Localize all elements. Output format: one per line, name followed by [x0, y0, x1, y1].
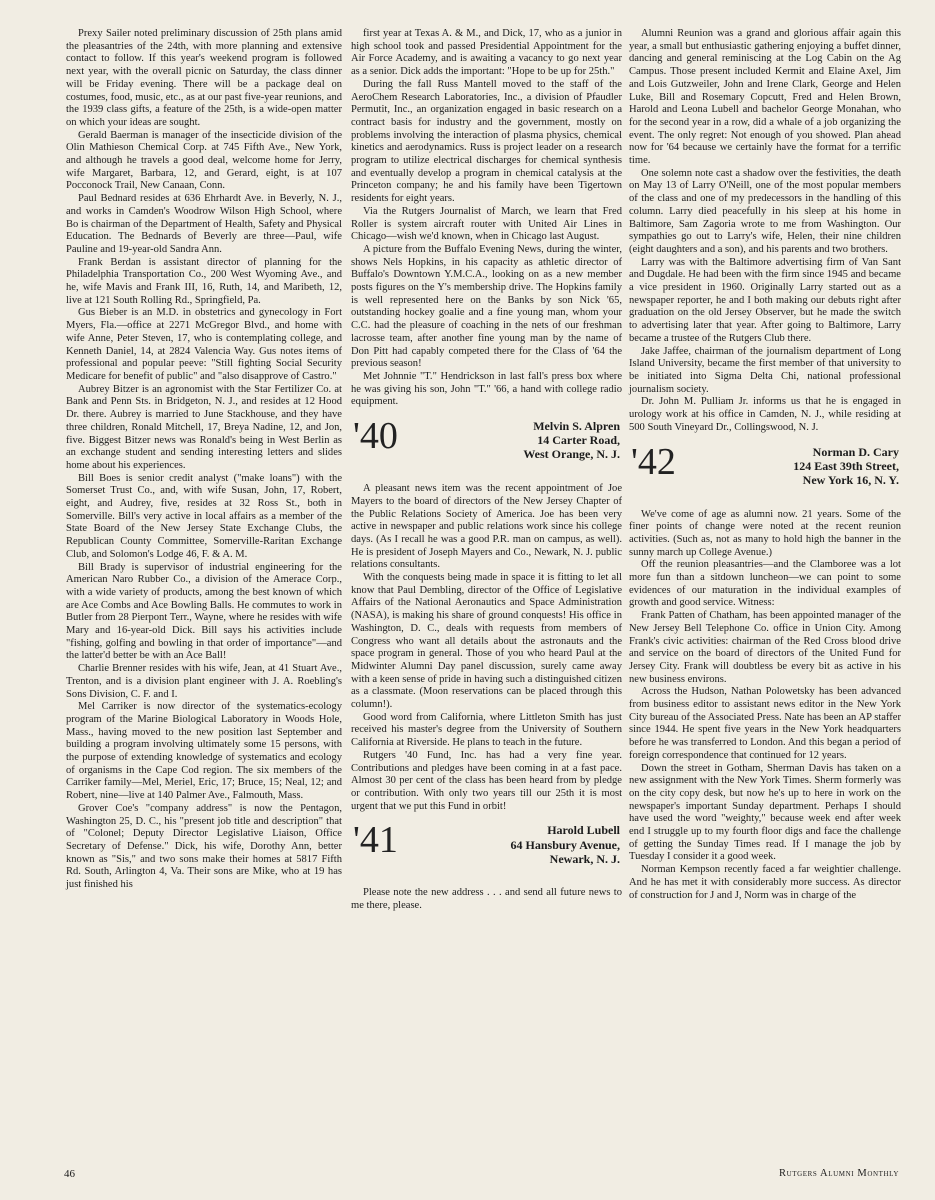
paragraph: During the fall Russ Mantell moved to the staff of the AeroChem Research Laboratories, Inc., a division of Pfaudler Permutit, Inc., an organization engaged in basic research on a contract basis for industry and the government, mostly on problems involving the interaction of plasma physics, chemical kinetics and aerodynamics. Russ is project leader on a research program to utilize electrical discharges for chemical synthesis and eventually develop a program in chemical catalysis at the Princeton company; he and his family have been Tigertown residents for eight years. — [351, 78, 622, 205]
correspondent-name: Norman D. Cary — [812, 444, 899, 459]
paragraph: Aubrey Bitzer is an agronomist with the Star Fertilizer Co. at Bank and Penn Sts. in Bridgeton, N. J., and resides at 12 Hood Dr. there. Aubrey is married to June Stackhouse, and they have three children, Ronald Mitchell, 17, Breya Nadine, 12, and Jon, five. Biggest Bitzer news was Ronald's being in West Berlin as an exchange student and sending interesting letters and slides home about his experiences. — [66, 383, 342, 471]
correspondent-city: Newark, N. J. — [549, 851, 620, 866]
correspondent-city: West Orange, N. J. — [523, 447, 620, 462]
paragraph: Paul Bednard resides at 636 Ehrhardt Ave. in Beverly, N. J., and works in Camden's Woodrow Wilson High School, where Bo is chairman of the Department of Health, Safety and Physical Education. The Bednards of Beverly are three—Paul, wife Pauline and 19-year-old Sandra Ann. — [66, 193, 342, 255]
paragraph-list — [629, 28, 901, 435]
paragraph: first year at Texas A. & M., and Dick, 17, who as a junior in high school took and passed Presidential Appointment for the Air Force Academy, and is awaiting a vacancy to go next year as a senior. Dick adds the important: "Hope to be up for 25th." — [351, 28, 622, 78]
paragraph: Met Johnnie "T." Hendrickson in last fall's press box where he was giving his son, John "T." '66, a hand with college radio equipment. — [351, 370, 622, 408]
paragraph: Off the reunion pleasantries—and the Clamboree was a lot more fun than a sitdown luncheon—we can point to some evidences of our maturation in the individual examples of growth and good service. Witness: — [629, 559, 901, 609]
paragraph: Norman Kempson recently faced a far weightier challenge. And he has met it with considerably more success. As director of construction for J and J, Norm was in charge of the — [629, 864, 901, 901]
class-year: '40 — [353, 415, 398, 458]
correspondent-street: 124 East 39th Street, — [793, 458, 899, 473]
correspondent-name: Harold Lubell — [547, 823, 620, 838]
paragraph: Gerald Baerman is manager of the insecticide division of the Olin Mathieson Chemical Corp. at 745 Fifth Ave., New York, and although he travels a good deal, welcome home for Jerry, wife Margaret, Barbara, 12, and Gerard, eight, is at 107 Pocconock Trail, New Canaan, Conn. — [66, 129, 342, 192]
class-1942-header — [629, 439, 901, 507]
paragraph: A picture from the Buffalo Evening News, during the winter, shows Nels Hopkins, in his capacity as athletic director of Buffalo's Downtown Y.M.C.A., looking on as a new member posts figures on the Y's membership drive. The Hopkins family is well represented here on the Banks by son Nick '65, outstanding hockey goalie and a fine young man, whom your C.C. had the pleasure of coaching in the nets of our freshman lacrosse team, after another fine young man by the name of Don Pitt had capably competed there for the Class of '64 the previous season! — [351, 243, 622, 370]
paragraph: Alumni Reunion was a grand and glorious affair again this year, a small but enthusiastic gathering enjoying a buffet dinner, dancing and general reminiscing at the Log Cabin on the Ag Campus. Those present included Kermit and Elaine Axel, Jim and Lois Gutzweiler, John and Irene Clark, George and Helen Luke, Bill and Rosemary Copcutt, Fred and Helen Brown, Harold and Leona Lubell and bachelor George Monahan, who for the second year in a row, did a whale of a job organizing the event. The only regret: Not enough of you showed. Plan ahead now for '64 because we certainly have the format for a terrific time. — [629, 28, 901, 167]
paragraph: Jake Jaffee, chairman of the journalism department of Long Island University, became the first member of that university to be initiated into Sigma Delta Chi, national professional journalism society. — [629, 345, 901, 395]
paragraph-list — [351, 887, 622, 912]
paragraph-list — [351, 28, 622, 409]
column-1 — [66, 28, 342, 892]
correspondent-street: 64 Hansbury Avenue, — [510, 837, 620, 852]
correspondent-street: 14 Carter Road, — [537, 433, 620, 448]
paragraph: Larry was with the Baltimore advertising firm of Van Sant and Dugdale. He had been with the firm since 1945 and became a vice president in 1960. Originally Larry started out as a newspaper reporter, he and I both making our debuts right after graduation on the old Jersey Observer, but he made the switch to advertising later that year. After going to Baltimore, Larry became a trustee of the Rutgers Club there. — [629, 256, 901, 344]
paragraph-list — [66, 28, 342, 892]
paragraph: With the conquests being made in space it is fitting to let all know that Paul Dembling, director of the Office of Legislative Affairs of the National Aeronautics and Space Administration (NASA), is making his share of ground conquests! His office in Washington, D. C., deals with requests from members of Congress who want all details about the astronauts and the space program in general. Those of you who heard Paul at the Midwinter Alumni Day panel discussion, surely came away with a keen sense of pride in having such a distinguished citizen as a classmate. (Moon reservations can be placed through this column!). — [351, 572, 622, 711]
column-3 — [629, 28, 901, 902]
class-correspondent — [523, 419, 620, 461]
paragraph: Charlie Brenner resides with his wife, Jean, at 41 Stuart Ave., Trenton, and is a division plant engineer with J. A. Roebling's Sons Division, C. F. and I. — [66, 663, 342, 700]
paragraph: Mel Carriker is now director of the systematics-ecology program of the Marine Biological Laboratory in Woods Hole, Mass., having moved to the new position last September and building a program involving ultimately some 15 persons, with the purpose of extending knowledge of systematics and ecology of organisms in the Cape Cod region. The six members of the Carriker family—Mel, Meriel, Eric, 17; Bruce, 15; Neal, 12; and Robert, nine—live at 140 Palmer Ave., Falmouth, Mass. — [66, 701, 342, 802]
paragraph: Rutgers '40 Fund, Inc. has had a very fine year. Contributions and pledges have been coming in at a fast pace. Almost 30 per cent of the class has been heard from by pledge or contribution. With only two years till our 25th it is most urgent that we put this Fund in orbit! — [351, 749, 622, 812]
class-1941-header — [351, 817, 622, 885]
paragraph: Grover Coe's "company address" is now the Pentagon, Washington 25, D. C., his "present job title and description" that of "Colonel; Deputy Director Legislative Liaison, Office Secretary of Defense." Dick, his wife, Dorothy Ann, better known as "Sis," and two sons make their homes at 5817 Fifth Rd. South, Arlington 4, Va. Their sons are Mike, who at 19 has just finished his — [66, 802, 342, 891]
class-correspondent — [793, 445, 899, 487]
paragraph: Prexy Sailer noted preliminary discussion of 25th plans amid the pleasantries of the 24th, with more planning and extensive contact to follow. If this year's weekend program is followed next year, with the overall picnic on Saturday, the class dinner will be Friday evening. There will be a package deal on costumes, food, music, etc., as at our past five-year reunions, and the 1939 class gifts, a feature of the 25th, is a wide-open matter on which your ideas are sought. — [66, 28, 342, 128]
correspondent-name: Melvin S. Alpren — [533, 419, 620, 434]
paragraph: Gus Bieber is an M.D. in obstetrics and gynecology in Fort Myers, Fla.—office at 2271 McGregor Blvd., and home with wife Anne, Peter Steven, 17, who is contemplating college, and Kenneth Daniel, 14, at 2824 Valencia Way. Gus notes items of professional and popular peeve: "Still fighting Social Security Medicare for benefit of public" and "also disapprove of Castro." — [66, 307, 342, 382]
publication-title: Rutgers Alumni Monthly — [778, 1168, 899, 1179]
paragraph: We've come of age as alumni now. 21 years. Some of the finer points of change were noted at the recent reunion activities. (Such as, not as many to hold high the banner in the sunny march up College Avenue.) — [629, 508, 901, 558]
page-number: 46 — [64, 1168, 75, 1180]
paragraph: A pleasant news item was the recent appointment of Joe Mayers to the board of directors of the New Jersey Chapter of the Public Relations Society of America. Joe has been very active in newspaper and public relations work since his college days. (As I recall he was a good P.R. man on campus, as well). He is president of Joseph Mayers and Co., Newark, N. J. public relations consultants. — [351, 483, 622, 571]
paragraph: Down the street in Gotham, Sherman Davis has taken on a new assignment with the New York Times. Sherm formerly was on the city copy desk, but now he's up to here in work on the newspaper's important Sunday department. Perhaps I should have used the word "weighty," because week end after week end I struggle up to my fourth floor digs and face the challenge of getting the Sunday Times read. If I manage the job by Tuesday I consider it a good week. — [629, 762, 901, 863]
paragraph-list — [629, 509, 901, 903]
paragraph: One solemn note cast a shadow over the festivities, the death on May 13 of Larry O'Neill, one of the most popular members of the class and one of my predecessors in the handling of this column. Larry died peacefully in his sleep at his home in Baltimore, Sam Zagoria wrote to me from Washington. Our sympathies go out to Larry's wife, Helen, their nine children (eight daughters and a son), and his parents and two brothers. — [629, 167, 901, 255]
class-1940-header — [351, 413, 622, 481]
correspondent-city: New York 16, N. Y. — [802, 472, 899, 487]
paragraph: Across the Hudson, Nathan Polowetsky has been advanced from business editor to assistant news editor in the New York City bureau of the Associated Press. Nate has been an AP staffer since 1944. He spent five years in the New York headquarters before he was transferred to London. And this began a period of foreign correspondence that continued for 12 years. — [629, 686, 901, 761]
paragraph: Please note the new address . . . and send all future news to me there, please. — [351, 887, 622, 912]
column-2 — [351, 28, 622, 913]
class-year: '42 — [631, 440, 676, 483]
paragraph: Bill Brady is supervisor of industrial engineering for the American Naro Rubber Co., a division of the Amerace Corp., with a wide variety of products, among the best known of which are Ace Combs and Ace Bowling Balls. He commutes to work in Butler from 28 Pierpont Terr., Wayne, where he resides with wife Mary and 16-year-old Dick. Bill says his activities include "fishing, golfing and bowling in that order of importance"—and the latter'd better be with an Ace Ball! — [66, 561, 342, 662]
paragraph: Dr. John M. Pulliam Jr. informs us that he is engaged in urology work at his office in Camden, N. J., while residing at 500 South Vineyard Dr., Collingswood, N. J. — [629, 396, 901, 433]
paragraph: Good word from California, where Littleton Smith has just received his master's degree from the University of Southern California at Riverside. He plans to teach in the future. — [351, 711, 622, 749]
paragraph-list — [351, 483, 622, 813]
class-year: '41 — [353, 819, 398, 862]
paragraph: Frank Berdan is assistant director of planning for the Philadelphia Transportation Co., 200 West Wyoming Ave., and he, wife Mavis and Frank III, 16, Ruth, 14, and Maribeth, 12, live at 121 South Rolling Rd., Springfield, Pa. — [66, 256, 342, 306]
paragraph: Frank Patten of Chatham, has been appointed manager of the New Jersey Bell Telephone Co. office in Union City. Among Frank's civic activities: chairman of the Red Cross blood drive and service on the board of directors of the United Fund for Jersey City. Frank will doubtless be every bit as active in his new business environs. — [629, 610, 901, 685]
paragraph: Via the Rutgers Journalist of March, we learn that Fred Roller is system aircraft router with United Air Lines in Chicago—wish we'd known, when in Chicago last August. — [351, 205, 622, 243]
paragraph: Bill Boes is senior credit analyst ("make loans") with the Somerset Trust Co., and, with wife Susan, John, 17, Robert, eight, and Audrey, five, resides at 32 Ross St., both in Somerville. Bill's very active in local affairs as a member of the State Board of the New Jersey State Exchange Clubs, the Republican County Committee, Somerville-Raritan Exchange Club, and Solomon's Lodge 46, F. & A. M. — [66, 472, 342, 560]
class-correspondent — [511, 823, 620, 865]
